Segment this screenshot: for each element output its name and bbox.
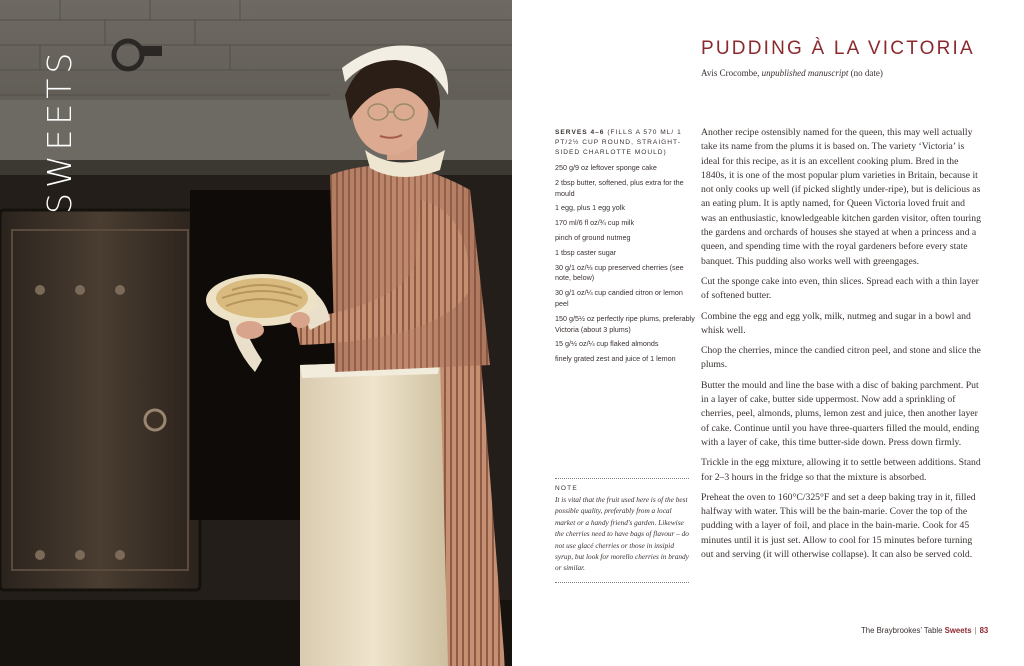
serves-count: SERVES 4–6 <box>555 129 605 136</box>
source-work: unpublished manuscript <box>761 68 849 78</box>
ingredient-item: 250 g/9 oz leftover sponge cake <box>555 163 657 172</box>
page-number: 83 <box>979 626 989 635</box>
method-step: Combine the egg and egg yolk, milk, nutmeg and sugar in a bowl and whisk well. <box>701 310 971 336</box>
ingredient-item: pinch of ground nutmeg <box>555 232 631 242</box>
ingredient-item: 2 tbsp butter, softened, plus extra for the mould <box>555 177 684 198</box>
footer-book-title: The Braybrookes’ Table <box>861 626 943 635</box>
section-label <box>40 40 80 220</box>
recipe-note <box>555 478 689 583</box>
source-author: Avis Crocombe, <box>701 68 760 78</box>
serves-detail: (FILLS A 570 ML/ 1 PT/2½ CUP ROUND, STRAIGHT-SIDED CHARLOTTE MOULD) <box>555 129 682 156</box>
ingredients-list <box>555 163 695 365</box>
section-label-text: SWEETS <box>40 47 79 214</box>
intro-paragraph: Another recipe ostensibly named for the queen, this may well actually take its name from the plums it is based on. The variety ‘Victoria’ is ideal for this recipe, as it is an excellent cooking plum. Bred in the 1840s, it is one of the most popular plum varieties in Britain, because it not only cooks up well (if picked slightly under-ripe), but is delicious as an eating plum. It is aptly named, for Queen Victoria loved fruit and was an enthusiastic, knowledgeable kitchen garden visitor, often touring the gardens and orchards of houses she stayed at when a princess and a queen, and spending time with the royal gardeners before every state banquet. This pudding also works well with greengages. <box>701 127 981 267</box>
ingredient-item: finely grated zest and juice of 1 lemon <box>555 354 676 364</box>
ingredient-item: 1 egg, plus 1 egg yolk <box>555 203 625 213</box>
footer-separator: | <box>974 626 977 635</box>
recipe-page <box>512 0 1024 666</box>
recipe-title: PUDDING À LA VICTORIA <box>701 38 975 59</box>
method-step: Butter the mould and line the base with a disc of baking parchment. Put in a layer of cake, butter side uppermost. Now add a sprinkling of cherries, peel, almonds, plums, lemon zest and juice, then another layer of cake. Continue until you have three-quarters filled the mould, ending with a layer of cake, this time butter-side down. Press down firmly. <box>701 379 980 448</box>
serves-info <box>555 128 695 158</box>
footer-section: Sweets <box>944 626 972 635</box>
method-step: Preheat the oven to 160°C/325°F and set a deep baking tray in it, filled halfway with water. This will be the bain-marie. Cover the top of the pudding with a layer of foil, and place in the bain-marie. Cook for 45 minutes until it is just set. Allow to cool for 15 minutes before turning out and serving (it will otherwise collapse). It can also be served cold. <box>701 491 976 561</box>
note-label: NOTE <box>555 485 578 492</box>
ingredient-item: 1 tbsp caster sugar <box>555 247 617 257</box>
ingredient-item: 30 g/1 oz/¼ cup candied citron or lemon peel <box>555 288 683 308</box>
ingredient-item: 170 ml/6 fl oz/¾ cup milk <box>555 218 635 228</box>
ingredient-item: 150 g/5½ oz perfectly ripe plums, preferably Victoria (about 3 plums) <box>555 313 695 334</box>
method-step: Cut the sponge cake into even, thin slices. Spread each with a thin layer of softened butter. <box>701 275 979 302</box>
ingredients-column <box>555 128 695 369</box>
note-text: It is vital that the fruit used here is of the best possible quality, preferably from a local market or a handy friend's garden. Likewise the cherries need to have bags of flavour – do not use glacé cherries or those in insipid syrup, but look for morello cherries in brandy or similar. <box>555 495 689 573</box>
ingredient-item: 15 g/½ oz/¼ cup flaked almonds <box>555 339 659 349</box>
page-footer <box>861 626 988 635</box>
method-step: Chop the cherries, mince the candied citron peel, and stone and slice the plums. <box>701 345 981 371</box>
ingredient-item: 30 g/1 oz/⅓ cup preserved cherries (see note, below) <box>555 262 684 283</box>
method-column <box>701 126 981 568</box>
method-step: Trickle in the egg mixture, allowing it to settle between additions. Stand for 2–3 hours in the fridge so that the mixture is absorbed. <box>701 457 981 483</box>
source-date: (no date) <box>850 68 883 78</box>
recipe-source <box>701 68 883 78</box>
